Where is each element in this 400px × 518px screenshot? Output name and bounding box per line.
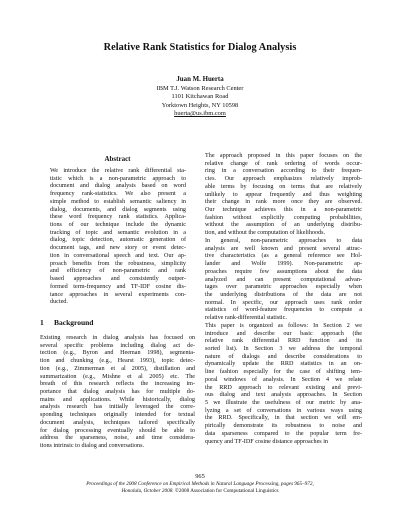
text-line: line fashion especially for the case of shifting tem- (205, 369, 362, 376)
text-line: the RRD approach to relevant existing and previ- (205, 384, 362, 391)
text-line: pirically demonstrate its robustness to noise and (205, 423, 362, 430)
section-heading (40, 318, 195, 327)
footer-location: Honolulu, October 2008. (121, 487, 174, 494)
text-line: address the sparseness, noise, and time considera- (40, 435, 195, 442)
text-line: document analysis, techniques tailored specifically (40, 419, 195, 426)
text-line: the underlying distributions of the data are not (205, 291, 362, 298)
text-line: dynamically update the RRD statistics in an on- (205, 361, 362, 368)
text-line: tion and chunking (e.g., Hearst 1993), topic detec- (40, 358, 195, 365)
right-column-body (205, 153, 362, 446)
text-line: for dialog processing eventually should be able to (40, 427, 195, 434)
paper-title: Relative Rank Statistics for Dialog Analysis (103, 42, 297, 53)
paragraph-3 (205, 323, 362, 447)
author-block (0, 76, 400, 119)
text-line: nature of dialogs and describe considerations to (205, 353, 362, 360)
text-line: tages over parametric approaches especially when (205, 284, 362, 291)
text-line: based approaches and consistently outper- (50, 276, 186, 283)
text-line: summarization (e.g., Mishne et al 2005) etc. The (40, 373, 195, 380)
text-line: without the assumption of an underlying distribu- (205, 222, 362, 229)
text-line: document and dialog analysis based on word (50, 183, 186, 190)
text-line: tistic which is a non-parametric approach to (50, 175, 186, 182)
author-email: huerta@us.ibm.com (174, 110, 226, 118)
text-line: tance approaches in several experiments con- (50, 291, 186, 298)
paragraph-2 (205, 238, 362, 323)
text-line: ring in a conversation according to their frequen- (205, 168, 362, 175)
proceedings-footer (0, 481, 400, 494)
footer-line-1: Proceedings of the 2008 Conference on Empirical Methods in Natural Language Processing, pages 965–972, (86, 481, 314, 487)
author-name: Juan M. Huerta (176, 76, 224, 83)
text-line: portance that dialog analysis has for multiple do- (40, 389, 195, 396)
text-line: several specific problems including dialog act de- (40, 342, 195, 349)
text-line: their change in rank more once they are observed. (205, 199, 362, 206)
text-line: relative rank-differential statistic. (205, 315, 287, 322)
text-line: poral windows of analysis. In Section 4 we relate (205, 376, 362, 383)
text-line: 5 we illustrate the usefulness of our metric by ana- (205, 400, 362, 406)
text-line: sorted list). In Section 3 we address the temporal (205, 345, 362, 352)
text-line: proaches require few assumptions about the data (205, 268, 362, 275)
text-line: In general, non-parametric approaches to data (205, 237, 362, 244)
text-line: document tags, and new story or event detec- (50, 245, 186, 252)
text-line: analyzed and can present computational advan- (205, 276, 362, 283)
text-line: mains and applications. While historically, dialog (40, 396, 195, 403)
text-line: frequency rank-statistics. We also present a (50, 191, 186, 198)
footer-copyright: ©2008 Association for Computational Linguistics (174, 487, 279, 494)
text-line: ous dialog and text analysis approaches. In Section (205, 392, 362, 399)
text-line: dialog, topic detection, automatic generation of (50, 237, 186, 244)
section-body (40, 335, 195, 451)
section-number: 1 (40, 318, 44, 327)
text-line: analysis research has initially leveraged the corre- (40, 404, 195, 411)
text-line: the RRD. Specifically, in that section we will em- (205, 415, 362, 422)
text-line: sponding techniques originally intended for textual (40, 412, 195, 419)
author-street: 1101 Kitchawan Road (171, 93, 229, 101)
text-line: cies. Our approach emphasizes relatively improb- (205, 176, 362, 183)
text-line: tion (e.g., Zimmerman et al 2005), distillation and (40, 365, 195, 372)
text-line: relative change of rank ordering of words occur- (205, 160, 362, 167)
text-line: fashion without explicitly computing probabilities, (205, 214, 362, 221)
text-line: introduce and describe our basic approach (the (205, 330, 362, 337)
abstract-heading: Abstract (104, 155, 131, 163)
section-title: Background (54, 318, 94, 327)
text-line: formed term-frequency and TF-IDF cosine dis- (50, 283, 186, 290)
abstract-body (50, 168, 186, 307)
text-line: data sparseness compared to the popular term fre- (205, 430, 362, 437)
text-line: proach benefits from the robustness, simplicity (50, 260, 186, 267)
text-line: Our technique achieves this in a non-parametric (205, 207, 362, 214)
text-line: and efficiency of non-parametric and rank (50, 268, 186, 275)
page-number: 965 (195, 473, 205, 480)
text-line: relative rank differential RRD function and its (205, 338, 362, 345)
text-line: able terms by focusing on terms that are relatively (205, 183, 362, 190)
text-line: these word frequency rank statistics. Applica- (50, 214, 186, 221)
text-line: The approach proposed in this paper focuses on the (205, 153, 362, 159)
text-line: breath of this research reflects the increasing im- (40, 381, 195, 388)
text-line: This paper is organized as follows: In Section 2 we (205, 322, 362, 329)
text-line: Existing research in dialog analysis has focused on (40, 335, 195, 341)
text-line: quency and TF-IDF cosine distance approaches in (205, 438, 329, 445)
text-line: tive characteristics (as a general reference see Hol- (205, 253, 362, 260)
text-line: tracking of topic and semantic evolution in a (50, 229, 186, 236)
author-city: Yorktown Heights, NY 10598 (161, 101, 239, 109)
text-line: tions of our technique include the dynamic (50, 222, 186, 229)
text-line: normal. In specific, our approach uses rank order (205, 299, 362, 306)
text-line: tection (e.g., Byron and Heeman 1998), segmenta- (40, 350, 195, 357)
text-line: unlikely to appear frequently and thus weighting (205, 191, 362, 198)
text-line: analysis are well known and present several attrac- (205, 245, 362, 252)
text-line: simple method to establish semantic saliency in (50, 198, 186, 205)
text-line: We introduce the relative rank differential sta- (50, 168, 186, 174)
text-line: dialog, documents, and dialog segments using (50, 206, 186, 213)
text-line: lyzing a set of conversations in various ways using (205, 407, 362, 414)
text-line: tions intrinsic to dialog and conversations. (40, 443, 145, 450)
text-line: lander and Wolfe 1999). Non-parametric ap- (205, 261, 362, 268)
author-affiliation: IBM T.J. Watson Research Center (156, 84, 244, 92)
text-line: statistics of word-feature frequencies to compute a (205, 307, 362, 314)
text-line: tion, and without the computation of likelihoods. (205, 230, 326, 237)
text-line: tion in conversational speech and text. Our ap- (50, 252, 186, 259)
paragraph-1 (205, 153, 362, 238)
text-line: ducted. (50, 299, 68, 306)
